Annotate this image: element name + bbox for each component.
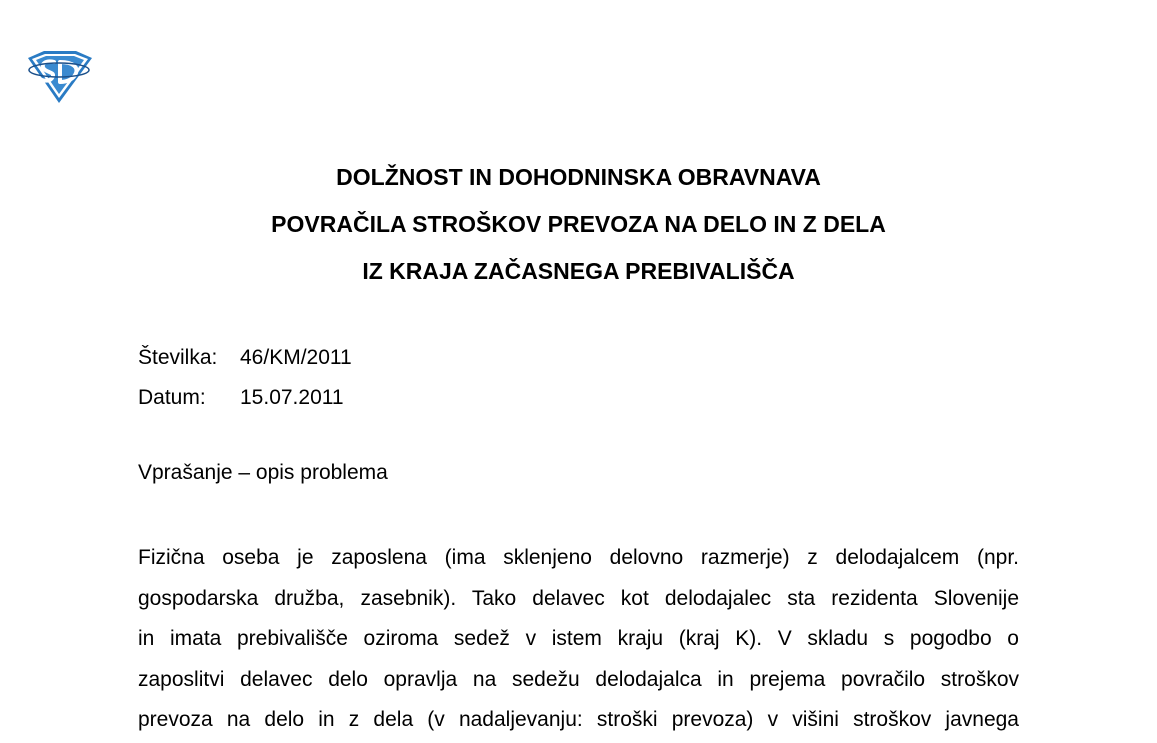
sd-logo-icon <box>22 48 96 106</box>
body-line-4: zaposlitvi delavec delo opravlja na sedežu delodajalca in prejema povračilo stroškov <box>138 667 1019 691</box>
body-paragraph <box>138 538 1019 741</box>
date-label: Datum: <box>138 386 206 409</box>
number-label: Številka: <box>138 346 218 369</box>
body-line-2: gospodarska družba, zasebnik). Tako delavec kot delodajalec sta rezidenta Slovenije <box>138 586 1019 610</box>
section-heading: Vprašanje – opis problema <box>138 461 388 484</box>
title-line-3: IZ KRAJA ZAČASNEGA PREBIVALIŠČA <box>362 258 795 284</box>
body-line-5: prevoza na delo in z dela (v nadaljevanju: stroški prevoza) v višini stroškov javnega <box>138 708 1019 731</box>
body-line-3: in imata prebivališče oziroma sedež v istem kraju (kraj K). V skladu s pogodbo o <box>138 627 1019 650</box>
date-value: 15.07.2011 <box>240 386 344 409</box>
date-row <box>138 378 352 418</box>
number-value: 46/KM/2011 <box>240 346 352 369</box>
title-line-1: DOLŽNOST IN DOHODNINSKA OBRAVNAVA <box>336 164 821 190</box>
document-title <box>0 154 1157 295</box>
document-meta <box>138 338 352 418</box>
body-line-1: Fizična oseba je zaposlena (ima sklenjeno delovno razmerje) z delodajalcem (npr. <box>138 546 1019 569</box>
title-line-2: POVRAČILA STROŠKOV PREVOZA NA DELO IN Z DELA <box>271 211 886 237</box>
number-row <box>138 338 352 378</box>
